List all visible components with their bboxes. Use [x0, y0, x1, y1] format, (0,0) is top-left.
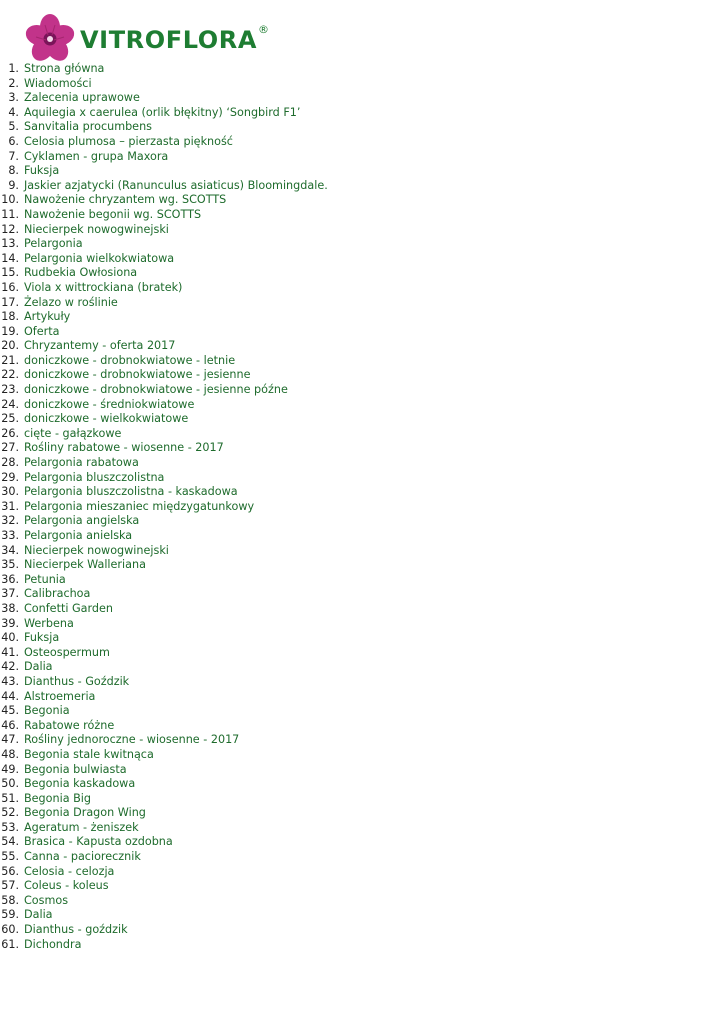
nav-list-item [0, 397, 195, 413]
nav-list-item [0, 631, 60, 646]
nav-item-number: 29. [1, 470, 19, 484]
nav-item-link[interactable]: Strona główna [24, 62, 105, 75]
nav-item-number: 23. [1, 383, 19, 397]
nav-list-item [0, 704, 70, 719]
nav-item-number: 4. [8, 105, 19, 119]
nav-item-number: 25. [1, 412, 19, 426]
nav-item-number: 50. [1, 777, 19, 791]
nav-list-item [0, 572, 66, 588]
nav-list-item [0, 193, 227, 208]
nav-item-link[interactable]: doniczkowe - drobnokwiatowe - jesienne późne [24, 383, 288, 397]
nav-list-item [0, 178, 328, 194]
nav-item-number: 59. [1, 908, 19, 922]
nav-item-link[interactable]: Confetti Garden [24, 601, 114, 615]
nav-list-item [0, 134, 233, 150]
nav-list-item [0, 149, 169, 165]
nav-item-link[interactable]: Celosia plumosa – pierzasta piękność [24, 134, 233, 148]
nav-item-link[interactable]: Pelargonia angielska [24, 514, 140, 528]
nav-item-link[interactable]: Rabatowe różne [24, 718, 115, 732]
nav-item-number: 35. [1, 558, 19, 572]
nav-item-link[interactable]: Ageratum - żeniszek [24, 820, 139, 834]
nav-item-number: 31. [1, 499, 19, 513]
nav-item-number: 28. [1, 456, 19, 470]
nav-list-item [0, 222, 169, 238]
nav-item-number: 27. [1, 441, 19, 455]
nav-item-link[interactable]: Dalia [24, 660, 53, 674]
nav-item-number: 51. [1, 791, 19, 805]
site-header [22, 14, 269, 64]
nav-list-item [0, 616, 74, 632]
nav-list-item [0, 485, 238, 500]
nav-item-link[interactable]: Niecierpek nowogwinejski [24, 543, 169, 557]
nav-item-link[interactable]: Pelargonia bluszczolistna - kaskadowa [24, 485, 238, 499]
nav-item-link[interactable]: Dalia [24, 908, 53, 922]
nav-list-item [0, 762, 127, 778]
nav-item-link[interactable]: Niecierpek nowogwinejski [24, 222, 169, 236]
nav-item-number: 37. [1, 587, 19, 601]
nav-item-link[interactable]: Chryzantemy - oferta 2017 [24, 339, 176, 353]
nav-list-item [0, 777, 136, 792]
nav-list-item [0, 733, 240, 748]
nav-list-item [0, 558, 146, 573]
nav-item-link[interactable]: Begonia Dragon Wing [24, 806, 146, 820]
nav-list-item [0, 689, 96, 705]
nav-item-link[interactable]: Viola x wittrockiana (bratek) [24, 280, 183, 294]
nav-item-link[interactable]: Rośliny rabatowe - wiosenne - 2017 [24, 441, 224, 455]
nav-item-number: 19. [1, 324, 19, 338]
nav-list-item [0, 543, 169, 559]
nav-item-number: 46. [1, 718, 19, 732]
nav-list-item [0, 324, 60, 340]
logo-wordmark: VITROFLORA [80, 26, 258, 54]
nav-list-item [0, 456, 139, 471]
nav-list-item [0, 499, 255, 515]
nav-list-item [0, 893, 69, 909]
nav-item-number: 9. [8, 178, 19, 192]
nav-list-item [0, 412, 189, 427]
nav-item-number: 14. [1, 251, 19, 265]
nav-item-number: 57. [1, 879, 19, 893]
nav-item-number: 5. [8, 120, 19, 134]
nav-item-link[interactable]: Rudbekia Owłosiona [24, 266, 138, 280]
nav-item-link[interactable]: Rośliny jednoroczne - wiosenne - 2017 [24, 733, 240, 747]
nav-item-link[interactable]: Pelargonia wielkokwiatowa [24, 251, 175, 265]
nav-item-number: 13. [1, 237, 19, 251]
nav-item-number: 53. [1, 820, 19, 834]
nav-item-number: 33. [1, 529, 19, 542]
nav-item-link[interactable]: Cosmos [24, 893, 69, 907]
nav-list-item [0, 718, 115, 734]
nav-list-item [0, 441, 224, 456]
nav-list-item [0, 310, 71, 325]
nav-item-number: 38. [1, 601, 19, 615]
nav-list-item [0, 76, 92, 92]
nav-item-link[interactable]: Petunia [24, 572, 66, 586]
nav-item-link[interactable]: Dianthus - goździk [24, 923, 128, 937]
nav-item-link[interactable]: cięte - gałązkowe [24, 426, 122, 440]
nav-item-link[interactable]: Aquilegia x caerulea (orlik błękitny) ‘Songbird F1’ [24, 105, 301, 119]
nav-item-link[interactable]: Pelargonia mieszaniec międzygatunkowy [24, 499, 255, 513]
nav-item-number: 2. [8, 76, 19, 90]
nav-item-link[interactable]: Jaskier azjatycki (Ranunculus asiaticus) Bloomingdale. [24, 178, 328, 192]
nav-item-number: 3. [8, 91, 19, 105]
nav-list-item [0, 820, 139, 836]
nav-item-number: 55. [1, 850, 19, 864]
nav-item-link[interactable]: Celosia - celozja [24, 864, 115, 878]
nav-list-item [0, 266, 138, 281]
nav-item-number: 56. [1, 864, 19, 878]
nav-item-link[interactable]: Nawożenie chryzantem wg. SCOTTS [24, 193, 227, 207]
nav-item-link[interactable]: Begonia bulwiasta [24, 762, 127, 776]
nav-list-item [0, 674, 130, 690]
nav-item-link[interactable]: Wiadomości [24, 76, 92, 90]
nav-list-item [0, 806, 146, 821]
nav-item-link[interactable]: doniczkowe - drobnokwiatowe - letnie [24, 353, 236, 367]
nav-list-item [0, 587, 91, 602]
nav-item-number: 41. [1, 645, 19, 659]
nav-item-number: 17. [1, 295, 19, 309]
flower-logo-icon [22, 14, 78, 64]
nav-item-number: 11. [1, 207, 19, 221]
nav-item-link[interactable]: Nawożenie begonii wg. SCOTTS [24, 207, 202, 221]
nav-item-number: 16. [1, 280, 19, 294]
nav-item-number: 49. [1, 762, 19, 776]
nav-list-item [0, 383, 288, 398]
nav-item-link[interactable]: doniczkowe - średniokwiatowe [24, 397, 195, 411]
nav-item-number: 10. [1, 193, 19, 207]
nav-item-link[interactable]: Begonia stale kwitnąca [24, 747, 154, 761]
nav-list-item [0, 368, 251, 383]
nav-item-link[interactable]: Dichondra [24, 937, 82, 951]
nav-list-item [0, 923, 128, 938]
nav-list-item [0, 908, 53, 923]
nav-list-item [0, 470, 165, 486]
nav-item-link[interactable]: Alstroemeria [24, 689, 96, 703]
nav-item-number: 20. [1, 339, 19, 353]
nav-item-number: 61. [1, 937, 19, 951]
nav-item-number: 18. [1, 310, 19, 324]
nav-list-item [0, 120, 152, 135]
nav-list-item [0, 353, 236, 369]
logo-link[interactable] [22, 14, 269, 64]
nav-item-link[interactable]: Pelargonia rabatowa [24, 456, 139, 470]
nav-list-item [0, 164, 60, 179]
nav-item-number: 60. [1, 923, 19, 937]
nav-item-number: 24. [1, 397, 19, 411]
nav-item-link[interactable]: Osteospermum [24, 645, 110, 659]
nav-item-number: 39. [1, 616, 19, 630]
nav-list-item [0, 835, 173, 850]
nav-item-link[interactable]: Artykuły [24, 310, 71, 324]
nav-item-link[interactable]: Brasica - Kapusta ozdobna [24, 835, 173, 849]
nav-item-link[interactable]: Oferta [24, 324, 60, 338]
nav-item-number: 42. [1, 660, 19, 674]
nav-item-link[interactable]: Coleus - koleus [24, 879, 109, 893]
nav-item-link[interactable]: Cyklamen - grupa Maxora [24, 149, 169, 163]
nav-item-number: 45. [1, 704, 19, 718]
nav-item-number: 7. [8, 149, 19, 163]
nav-list-item [0, 864, 115, 880]
nav-item-number: 30. [1, 485, 19, 499]
nav-item-link[interactable]: Fuksja [24, 631, 60, 645]
nav-item-link[interactable]: Begonia kaskadowa [24, 777, 136, 791]
nav-list-item [0, 937, 82, 953]
nav-item-link[interactable]: Żelazo w roślinie [24, 295, 118, 309]
nav-item-link[interactable]: Canna - paciorecznik [24, 850, 141, 864]
nav-list-item [0, 339, 176, 354]
nav-item-number: 22. [1, 368, 19, 382]
nav-item-number: 40. [1, 631, 19, 645]
nav-item-link[interactable]: doniczkowe - drobnokwiatowe - jesienne [24, 368, 251, 382]
nav-item-link[interactable]: Begonia Big [24, 791, 91, 805]
nav-list-item [0, 660, 53, 675]
nav-list-item [0, 105, 301, 121]
nav-list-item [0, 850, 141, 865]
nav-item-link[interactable]: Sanvitalia procumbens [24, 120, 152, 134]
nav-item-link[interactable]: Zalecenia uprawowe [24, 91, 140, 105]
nav-list-item [0, 91, 140, 106]
nav-item-number: 6. [8, 134, 19, 148]
nav-item-number: 1. [8, 62, 19, 75]
nav-item-link[interactable]: Begonia [24, 704, 70, 718]
nav-list-item [0, 747, 154, 763]
nav-item-number: 34. [1, 543, 19, 557]
nav-list-item [0, 207, 202, 223]
nav-list-item [0, 251, 175, 267]
nav-item-link[interactable]: Niecierpek Walleriana [24, 558, 146, 572]
nav-item-number: 26. [1, 426, 19, 440]
nav-item-link[interactable]: Pelargonia [24, 237, 83, 251]
nav-list-item [0, 601, 114, 617]
registered-trademark-mark: ® [258, 22, 270, 36]
nav-item-link[interactable]: Pelargonia bluszczolistna [24, 470, 165, 484]
nav-item-number: 36. [1, 572, 19, 586]
nav-item-number: 47. [1, 733, 19, 747]
nav-item-number: 32. [1, 514, 19, 528]
main-navigation-list [0, 62, 328, 952]
nav-list-item [0, 879, 109, 894]
nav-item-number: 52. [1, 806, 19, 820]
nav-item-number: 12. [1, 222, 19, 236]
nav-list-item [0, 426, 122, 442]
nav-item-number: 21. [1, 353, 19, 367]
nav-list-item [0, 280, 183, 296]
nav-list-item [0, 529, 133, 544]
nav-item-link[interactable]: doniczkowe - wielkokwiatowe [24, 412, 189, 426]
nav-item-number: 15. [1, 266, 19, 280]
nav-list-item [0, 237, 83, 252]
nav-list-item [0, 791, 91, 807]
nav-item-link[interactable]: Fuksja [24, 164, 60, 178]
nav-item-number: 58. [1, 893, 19, 907]
nav-item-link[interactable]: Pelargonia anielska [24, 529, 133, 542]
nav-list-item [0, 62, 105, 77]
nav-item-link[interactable]: Dianthus - Goździk [24, 674, 130, 688]
nav-item-link[interactable]: Werbena [24, 616, 74, 630]
nav-list-item [0, 295, 118, 311]
nav-item-number: 43. [1, 674, 19, 688]
nav-item-number: 44. [1, 689, 19, 703]
nav-item-number: 48. [1, 747, 19, 761]
nav-item-number: 8. [8, 164, 19, 178]
nav-list-item [0, 645, 110, 661]
nav-item-link[interactable]: Calibrachoa [24, 587, 91, 601]
nav-list-item [0, 514, 140, 529]
nav-item-number: 54. [1, 835, 19, 849]
